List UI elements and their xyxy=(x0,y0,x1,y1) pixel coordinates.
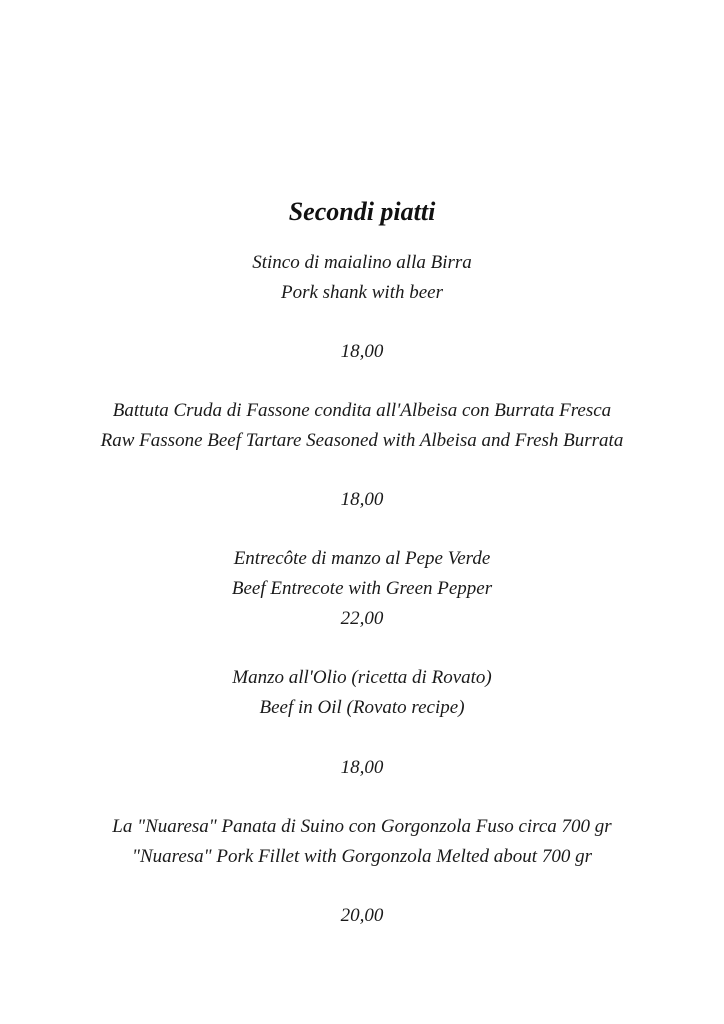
dish-name-english: "Nuaresa" Pork Fillet with Gorgonzola Melted about 700 gr xyxy=(132,846,592,867)
dish-name-english: Raw Fassone Beef Tartare Seasoned with Albeisa and Fresh Burrata xyxy=(100,430,624,451)
page-title: Secondi piatti xyxy=(288,197,436,226)
dish-price: 18,00 xyxy=(340,489,384,510)
dish-price: 22,00 xyxy=(340,608,384,629)
dish-price: 20,00 xyxy=(340,905,384,926)
dish-name-italian: Manzo all'Olio (ricetta di Rovato) xyxy=(232,667,492,688)
dish-name-english: Pork shank with beer xyxy=(280,282,443,303)
dish-name-italian: Stinco di maialino alla Birra xyxy=(252,252,472,273)
dish-name-italian: Entrecôte di manzo al Pepe Verde xyxy=(233,548,491,569)
dish-name-italian: Battuta Cruda di Fassone condita all'Albeisa con Burrata Fresca xyxy=(112,400,612,421)
dish-name-english: Beef Entrecote with Green Pepper xyxy=(231,578,493,599)
dish-price: 18,00 xyxy=(340,757,384,778)
dish-name-italian: La "Nuaresa" Panata di Suino con Gorgonzola Fuso circa 700 gr xyxy=(112,816,612,837)
dish-name-english: Beef in Oil (Rovato recipe) xyxy=(259,697,465,718)
dish-price: 18,00 xyxy=(340,341,384,362)
